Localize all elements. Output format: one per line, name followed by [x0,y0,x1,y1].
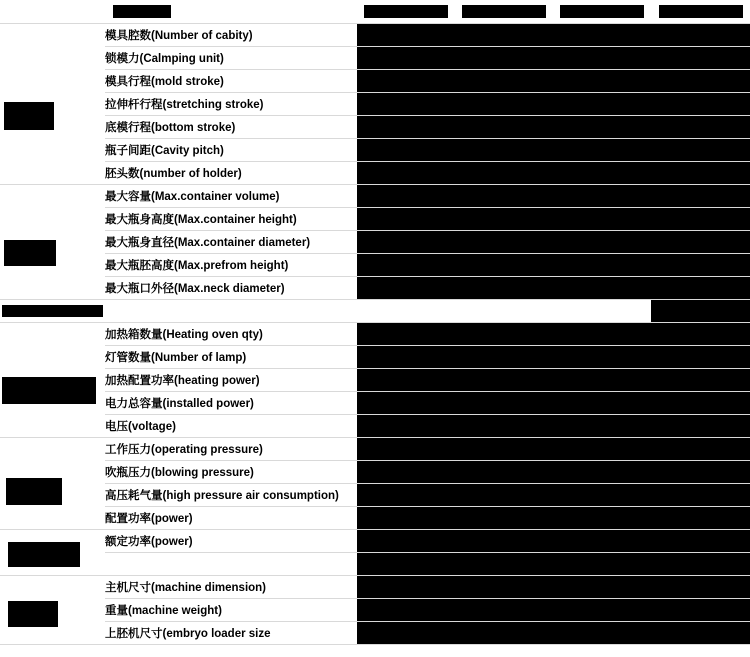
value-cell [455,483,553,506]
item-label: 锁模力(Calmping unit) [105,46,357,69]
group-label-cell-4 [0,322,105,437]
value-cell [651,230,750,253]
item-label: 加热配置功率(heating power) [105,368,357,391]
value-cell [455,46,553,69]
value-cell [455,506,553,529]
value-cell [357,322,455,345]
value-cell [651,575,750,598]
item-label: 拉伸杆行程(stretching stroke) [105,92,357,115]
value-cell [455,230,553,253]
redaction-block-model-2 [462,5,546,18]
table-row [0,184,750,207]
value-cell [455,460,553,483]
value-cell [651,184,750,207]
table-row [0,69,750,92]
header-model-3 [553,0,651,23]
value-cell [553,115,651,138]
value-cell [357,92,455,115]
value-cell [357,414,455,437]
item-label [105,552,357,575]
item-label: 最大瓶胚高度(Max.prefrom height) [105,253,357,276]
value-cell [553,253,651,276]
header-model-2 [455,0,553,23]
value-cell [651,437,750,460]
value-cell [553,184,651,207]
table-row [0,207,750,230]
value-cell [455,299,553,322]
value-cell [651,414,750,437]
group-label-cell-5 [0,437,105,529]
value-cell [357,506,455,529]
value-cell [553,322,651,345]
value-cell [357,161,455,184]
value-cell [651,552,750,575]
table-row [0,23,750,46]
redaction-block-group-5 [6,478,62,505]
value-cell [357,345,455,368]
value-cell [553,46,651,69]
value-cell [455,23,553,46]
group-label-cell-1 [0,23,105,184]
value-cell [357,46,455,69]
value-cell [455,414,553,437]
value-cell [357,230,455,253]
table-header-row [0,0,750,23]
value-cell [455,161,553,184]
table-row [0,276,750,299]
group-label-cell-3 [0,299,105,322]
value-cell [553,437,651,460]
value-cell [553,276,651,299]
value-cell [357,483,455,506]
group-label-cell-6 [0,529,105,575]
item-label: 最大瓶身直径(Max.container diameter) [105,230,357,253]
value-cell [651,115,750,138]
item-label: 最大瓶口外径(Max.neck diameter) [105,276,357,299]
value-cell [651,529,750,552]
value-cell [553,230,651,253]
value-cell [651,161,750,184]
value-cell [455,69,553,92]
table-row [0,253,750,276]
value-cell [455,138,553,161]
table-row [0,437,750,460]
value-cell [357,529,455,552]
value-cell [357,184,455,207]
item-label: 配置功率(power) [105,506,357,529]
value-cell [553,621,651,644]
item-label: 上胚机尺寸(embryo loader size [105,621,357,644]
value-cell [357,115,455,138]
table-row [0,46,750,69]
table-row [0,460,750,483]
value-cell [357,437,455,460]
item-label: 最大容量(Max.container volume) [105,184,357,207]
table-row [0,138,750,161]
value-cell [651,368,750,391]
value-cell [553,368,651,391]
item-label: 模具行程(mold stroke) [105,69,357,92]
value-cell [455,552,553,575]
item-label: 瓶子间距(Cavity pitch) [105,138,357,161]
value-cell [455,345,553,368]
table-row [0,230,750,253]
value-cell [455,368,553,391]
table-row [0,368,750,391]
redaction-block-model-4 [659,5,743,18]
table-row [0,414,750,437]
value-cell [455,391,553,414]
value-cell [651,138,750,161]
value-cell [357,552,455,575]
group-label-cell-2 [0,184,105,299]
item-label: 模具腔数(Number of cabity) [105,23,357,46]
value-cell [651,23,750,46]
item-label: 工作压力(operating pressure) [105,437,357,460]
value-cell [357,621,455,644]
value-cell [651,460,750,483]
item-label: 胚头数(number of holder) [105,161,357,184]
redaction-block-group-4 [2,377,96,404]
header-group-cell [0,0,105,23]
value-cell [455,184,553,207]
value-cell [553,552,651,575]
value-cell [651,483,750,506]
table-row [0,115,750,138]
value-cell [651,345,750,368]
value-cell [553,598,651,621]
value-cell [455,322,553,345]
value-cell [553,483,651,506]
value-cell [455,529,553,552]
value-cell [651,92,750,115]
value-cell [357,575,455,598]
value-cell [553,138,651,161]
table-row [0,92,750,115]
table-row [0,299,750,322]
item-label: 加热箱数量(Heating oven qty) [105,322,357,345]
table-row [0,552,750,575]
header-item-cell [105,0,357,23]
value-cell [357,460,455,483]
value-cell [455,92,553,115]
value-cell [553,161,651,184]
value-cell [455,207,553,230]
value-cell [357,598,455,621]
item-label: 吹瓶压力(blowing pressure) [105,460,357,483]
table-row [0,322,750,345]
value-cell [553,299,651,322]
table-row [0,621,750,644]
header-model-1 [357,0,455,23]
value-cell [553,207,651,230]
redaction-block-model-1 [364,5,448,18]
item-label: 电压(voltage) [105,414,357,437]
header-model-4 [651,0,750,23]
value-cell [357,253,455,276]
value-cell [651,506,750,529]
value-cell [553,575,651,598]
item-label: 额定功率(power) [105,529,357,552]
value-cell [455,621,553,644]
value-cell [357,69,455,92]
table-row [0,391,750,414]
redaction-block-group-3 [2,305,103,317]
value-cell [357,138,455,161]
table-row [0,575,750,598]
value-cell [357,299,455,322]
value-cell [651,276,750,299]
item-label: 主机尺寸(machine dimension) [105,575,357,598]
value-cell [455,437,553,460]
value-cell [455,253,553,276]
redaction-block-group-1 [4,102,54,130]
value-cell [455,276,553,299]
value-cell [553,92,651,115]
item-label: 底模行程(bottom stroke) [105,115,357,138]
item-label: 高压耗气量(high pressure air consumption) [105,483,357,506]
value-cell [651,621,750,644]
table-row [0,483,750,506]
value-cell [357,391,455,414]
table-row [0,529,750,552]
value-cell [651,69,750,92]
redaction-block-group-7 [8,601,58,627]
value-cell [357,276,455,299]
redaction-block-model-3 [560,5,644,18]
value-cell [651,391,750,414]
value-cell [651,598,750,621]
value-cell [553,345,651,368]
value-cell [553,506,651,529]
value-cell [553,529,651,552]
table-row [0,598,750,621]
item-label: 重量(machine weight) [105,598,357,621]
redaction-block-item-header [113,5,171,18]
value-cell [651,299,750,322]
value-cell [455,598,553,621]
item-label: 灯管数量(Number of lamp) [105,345,357,368]
value-cell [553,69,651,92]
value-cell [357,368,455,391]
item-label: 电力总容量(installed power) [105,391,357,414]
item-label [105,299,357,322]
table-row [0,161,750,184]
value-cell [651,253,750,276]
value-cell [651,46,750,69]
value-cell [553,460,651,483]
value-cell [651,207,750,230]
value-cell [553,414,651,437]
value-cell [357,23,455,46]
value-cell [357,207,455,230]
value-cell [651,322,750,345]
group-label-cell-7 [0,575,105,644]
table-row [0,345,750,368]
item-label: 最大瓶身高度(Max.container height) [105,207,357,230]
table-row [0,506,750,529]
value-cell [553,391,651,414]
redaction-block-group-2 [4,240,56,266]
value-cell [553,23,651,46]
value-cell [455,575,553,598]
redaction-block-group-6 [8,542,80,567]
value-cell [455,115,553,138]
